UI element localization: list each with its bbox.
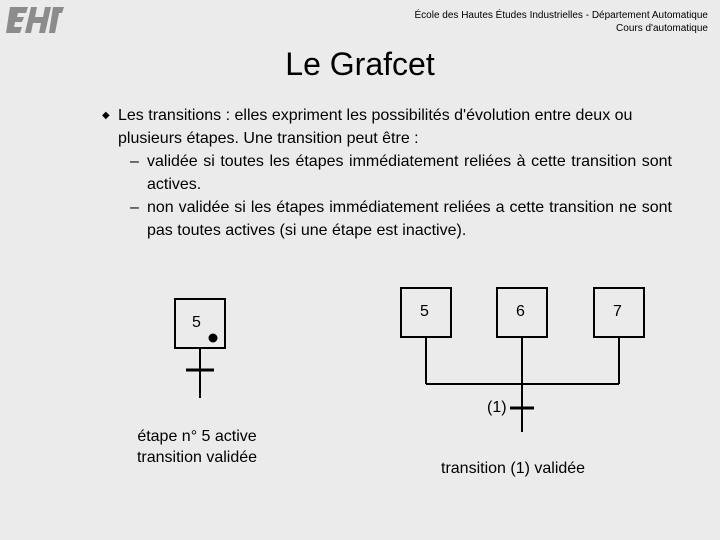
active-token-icon — [209, 334, 218, 343]
right-caption: transition (1) validée — [441, 460, 586, 477]
dash-mark: – — [130, 199, 139, 216]
step-number: 5 — [420, 303, 429, 320]
header-course: Cours d'automatique — [616, 23, 708, 34]
page-title: Le Grafcet — [285, 46, 435, 82]
left-caption — [122, 426, 272, 468]
sub-item-text: validée si toutes les étapes immédiatement reliées à cette transition sont actives. — [147, 153, 672, 193]
step-number: 6 — [516, 303, 525, 320]
sub-item-text: non validée si les étapes immédiatement reliées a cette transition ne sont pas toutes actives (si une étape est inactive). — [147, 199, 672, 239]
bullet-text: Les transitions : elles expriment les possibilités d'évolution entre deux ou plusieurs étapes. Une transition peut être : — [118, 107, 633, 147]
dash-mark: – — [130, 153, 139, 170]
step-number: 5 — [192, 314, 201, 331]
caption-line: transition validée — [136, 449, 258, 466]
transition-label: (1) — [487, 399, 507, 416]
step-number: 7 — [613, 303, 622, 320]
caption-line: étape n° 5 active — [137, 428, 257, 445]
header-school: École des Hautes Études Industrielles - Département Automatique — [414, 10, 708, 21]
diamond-bullet-icon: ◆ — [102, 110, 110, 121]
